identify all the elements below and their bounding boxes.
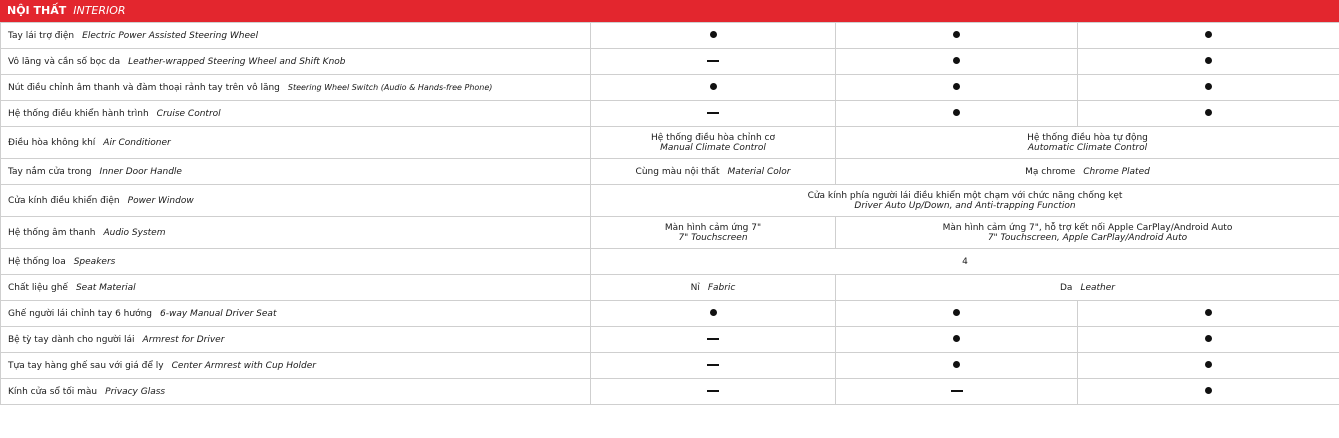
standard-dot-icon (1205, 57, 1212, 64)
feature-label: Hệ thống điều khiển hành trình Cruise Control (1, 101, 591, 127)
standard-dot-icon (710, 309, 717, 316)
table-row (1, 353, 1339, 379)
standard-dot-icon (953, 31, 960, 38)
standard-dot-icon (710, 31, 717, 38)
feature-label: Bệ tỳ tay dành cho người lái Armrest for Driver (1, 327, 591, 353)
table-row (1, 101, 1339, 127)
section-header (0, 0, 1339, 22)
standard-dot-icon (1205, 83, 1212, 90)
standard-dot-icon (1205, 361, 1212, 368)
table-row (1, 23, 1339, 49)
standard-dot-icon (1205, 309, 1212, 316)
standard-dot-icon (953, 361, 960, 368)
table-row (1, 379, 1339, 405)
table-row (1, 249, 1339, 275)
table-row: Chất liệu ghế Seat Material Nỉ Fabric Da Leather (1, 275, 1339, 301)
feature-label: Vô lăng và cần số bọc da Leather-wrapped Steering Wheel and Shift Knob (1, 49, 591, 75)
table-row: Tay nắm cửa trong Inner Door Handle Cùng màu nội thất Material Color Mạ chrome Chrome Plated (1, 159, 1339, 185)
standard-dot-icon (953, 57, 960, 64)
feature-label: Tay nắm cửa trong Inner Door Handle (1, 159, 591, 185)
feature-label: Tay lái trợ điện Electric Power Assisted Steering Wheel (1, 23, 591, 49)
not-available-dash-icon (707, 60, 719, 62)
table-row: Cửa kính điều khiển điện Power Window Cửa kính phía người lái điều khiển một chạm với chức năng chống kẹt Driver Auto Up/Down, and Anti-trapping Function (1, 185, 1339, 217)
standard-dot-icon (710, 83, 717, 90)
not-available-dash-icon (707, 364, 719, 366)
not-available-dash-icon (707, 112, 719, 114)
table-row: Điều hòa không khí Air Conditioner Hệ thống điều hòa chỉnh cơ Manual Climate Control Hệ thống điều hòa tự động Automatic Climate Control (1, 127, 1339, 159)
standard-dot-icon (1205, 31, 1212, 38)
table-row: Hệ thống âm thanh Audio System Màn hình cảm ứng 7" 7" Touchscreen Màn hình cảm ứng 7", hỗ trợ kết nối Apple CarPlay/Android Auto 7" Touchscreen, Apple CarPlay/Android Auto (1, 217, 1339, 249)
feature-label: Hệ thống loa Speakers (1, 249, 591, 275)
standard-dot-icon (953, 309, 960, 316)
section-title-vn: NỘI THẤT (7, 4, 67, 17)
feature-label: Hệ thống âm thanh Audio System (1, 217, 591, 249)
feature-label: Tựa tay hàng ghế sau với giá để ly Center Armrest with Cup Holder (1, 353, 591, 379)
standard-dot-icon (953, 83, 960, 90)
table-row (1, 49, 1339, 75)
speaker-count: 4 (962, 256, 968, 267)
not-available-dash-icon (707, 390, 719, 392)
standard-dot-icon (953, 109, 960, 116)
not-available-dash-icon (951, 390, 963, 392)
table-row (1, 327, 1339, 353)
feature-label: Nút điều chỉnh âm thanh và đàm thoại rảnh tay trên vô lăng Steering Wheel Switch (Audio & Hands-free Phone) (1, 75, 591, 101)
feature-label: Cửa kính điều khiển điện Power Window (1, 185, 591, 217)
standard-dot-icon (953, 335, 960, 342)
table-row (1, 75, 1339, 101)
feature-label: Ghế người lái chỉnh tay 6 hướng 6-way Manual Driver Seat (1, 301, 591, 327)
standard-dot-icon (1205, 335, 1212, 342)
table-row (1, 301, 1339, 327)
feature-label: Kính cửa sổ tối màu Privacy Glass (1, 379, 591, 405)
interior-spec-table (0, 22, 1339, 405)
standard-dot-icon (1205, 109, 1212, 116)
feature-label: Chất liệu ghế Seat Material (1, 275, 591, 301)
standard-dot-icon (1205, 387, 1212, 394)
feature-label: Điều hòa không khí Air Conditioner (1, 127, 591, 159)
not-available-dash-icon (707, 338, 719, 340)
section-title-en: INTERIOR (73, 4, 126, 17)
